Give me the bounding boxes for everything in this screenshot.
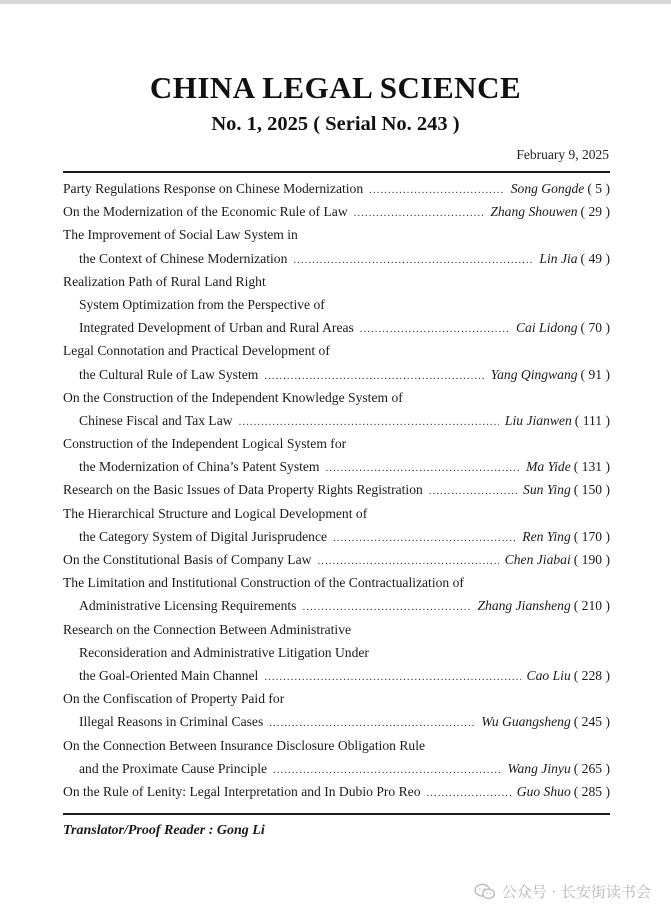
toc-page-number: ( 49 ) (580, 250, 610, 266)
toc-author: Wang Jinyu (507, 760, 571, 776)
dot-leader (264, 365, 484, 388)
toc-title-line: Construction of the Independent Logical System for (63, 436, 347, 452)
dot-leader (354, 202, 485, 225)
toc-title-line: Legal Connotation and Practical Development of (63, 343, 330, 359)
toc-author: Wu Guangsheng (481, 714, 571, 730)
toc-title-text: On the Rule of Lenity: Legal Interpretation and In Dubio Pro Reo (63, 783, 421, 799)
toc-title-line: Reconsideration and Administrative Litigation Under (79, 644, 369, 660)
issue-line: No. 1, 2025 ( Serial No. 243 ) (211, 113, 460, 135)
toc-title-line (63, 710, 610, 733)
toc-author: Cai Lidong (515, 320, 578, 336)
toc-title-text: the Goal-Oriented Main Channel (79, 667, 259, 683)
dot-leader (429, 480, 517, 503)
toc-title-line (63, 548, 610, 571)
top-border (0, 0, 671, 4)
toc-page-number: ( 131 ) (573, 459, 610, 475)
toc-title-text: Integrated Development of Urban and Rural Areas (79, 320, 354, 336)
toc-entry (63, 200, 610, 223)
toc-entry (63, 177, 610, 200)
top-rule (63, 171, 610, 173)
toc-author: Ren Ying (522, 528, 571, 544)
dot-leader (333, 527, 516, 550)
toc-title-line: Realization Path of Rural Land Right (63, 273, 266, 289)
toc-title-text: On the Modernization of the Economic Rule of Law (63, 204, 348, 220)
toc-page-number: ( 91 ) (580, 366, 610, 382)
toc-title-text: Party Regulations Response on Chinese Modernization (63, 181, 364, 196)
toc-entry (63, 502, 610, 548)
toc-entry (63, 432, 610, 478)
toc-title-line (63, 363, 610, 386)
toc-author: Zhang Shouwen (490, 204, 578, 220)
bottom-rule (63, 813, 610, 815)
toc-author: Cao Liu (526, 667, 571, 683)
toc-title-line (63, 780, 610, 803)
dot-leader (239, 411, 499, 434)
toc-title-line (63, 478, 610, 501)
toc-title-line: On the Confiscation of Property Paid for (63, 691, 285, 707)
toc-title-text: the Cultural Rule of Law System (79, 366, 259, 382)
toc-title-line (63, 664, 610, 687)
toc-title-text: Illegal Reasons in Criminal Cases (79, 714, 264, 730)
toc-title-text: the Context of Chinese Modernization (79, 250, 288, 266)
toc-page-number: ( 210 ) (573, 598, 610, 614)
dot-leader (317, 550, 498, 573)
toc-title-line (63, 177, 610, 200)
toc-title-text: On the Constitutional Basis of Company Law (63, 552, 312, 567)
toc-title-line (63, 455, 610, 478)
toc-title-text: the Category System of Digital Jurisprudence (79, 528, 328, 544)
toc-title-line: On the Construction of the Independent Knowledge System of (63, 389, 403, 405)
toc-entry (63, 478, 610, 501)
toc-entry (63, 339, 610, 385)
dot-leader (273, 759, 501, 782)
toc-author: Liu Jianwen (504, 412, 572, 428)
toc-page-number: ( 70 ) (580, 320, 610, 336)
toc-page-number: ( 150 ) (573, 482, 610, 498)
toc-title-text: Chinese Fiscal and Tax Law (79, 412, 233, 428)
toc-entry (63, 734, 610, 780)
toc-title-line (63, 200, 610, 223)
toc-entry (63, 687, 610, 733)
dot-leader (369, 179, 505, 202)
toc-entry (63, 618, 610, 688)
toc-author: Song Gongde (510, 181, 585, 196)
watermark-text: 公众号 · 长安街读书会 (501, 883, 651, 901)
toc-author: Guo Shuo (516, 783, 571, 799)
toc-title-line: The Hierarchical Structure and Logical Development of (63, 505, 368, 521)
toc-page-number: ( 285 ) (573, 783, 610, 799)
dot-leader (269, 712, 475, 735)
toc-page-number: ( 29 ) (580, 204, 610, 220)
toc-title-line (63, 247, 610, 270)
toc-title-line: The Limitation and Institutional Construction of the Contractualization of (63, 575, 464, 591)
toc-title-line: Research on the Connection Between Administrative (63, 621, 352, 637)
dot-leader (360, 318, 510, 341)
toc-title-line: The Improvement of Social Law System in (63, 227, 298, 243)
toc-author: Lin Jia (539, 250, 578, 266)
dot-leader (326, 457, 521, 480)
toc-page-number: ( 245 ) (573, 714, 610, 730)
journal-title: CHINA LEGAL SCIENCE (149, 70, 522, 105)
toc-entry (63, 386, 610, 432)
publication-date: February 9, 2025 (516, 147, 609, 162)
toc-page-number: ( 228 ) (573, 667, 610, 683)
toc-author: Yang Qingwang (490, 366, 578, 382)
toc-author: Chen Jiabai (504, 552, 571, 567)
toc-title-text: Administrative Licensing Requirements (79, 598, 297, 614)
toc-title-line (63, 757, 610, 780)
toc-title-line (63, 409, 610, 432)
dot-leader (427, 782, 511, 805)
toc-entry (63, 571, 610, 617)
toc-entry (63, 548, 610, 571)
toc-author: Sun Ying (523, 482, 571, 498)
toc-entry (63, 223, 610, 269)
toc-page-number: ( 190 ) (573, 552, 610, 567)
toc-title-text: the Modernization of China’s Patent System (79, 459, 320, 475)
toc-title-line: On the Connection Between Insurance Disclosure Obligation Rule (63, 737, 426, 753)
translator-credit: Translator/Proof Reader : Gong Li (63, 823, 265, 838)
dot-leader (293, 249, 533, 272)
toc-page-number: ( 5 ) (587, 181, 610, 196)
toc-page-number: ( 265 ) (573, 760, 610, 776)
toc-title-line (63, 316, 610, 339)
toc-page-number: ( 111 ) (574, 412, 610, 428)
toc-entry (63, 270, 610, 340)
toc-author: Ma Yide (526, 459, 571, 475)
toc-title-text: Research on the Basic Issues of Data Property Rights Registration (63, 482, 423, 498)
toc-title-line (63, 594, 610, 617)
toc-entry (63, 780, 610, 803)
toc-title-line: System Optimization from the Perspective of (79, 296, 325, 312)
dot-leader (264, 666, 520, 689)
table-of-contents (63, 177, 610, 803)
dot-leader (302, 596, 471, 619)
watermark (474, 881, 651, 902)
toc-title-text: and the Proximate Cause Principle (79, 760, 268, 776)
toc-page-number: ( 170 ) (573, 528, 610, 544)
toc-title-line (63, 525, 610, 548)
toc-author: Zhang Jiansheng (477, 598, 571, 614)
wechat-icon (474, 883, 496, 901)
